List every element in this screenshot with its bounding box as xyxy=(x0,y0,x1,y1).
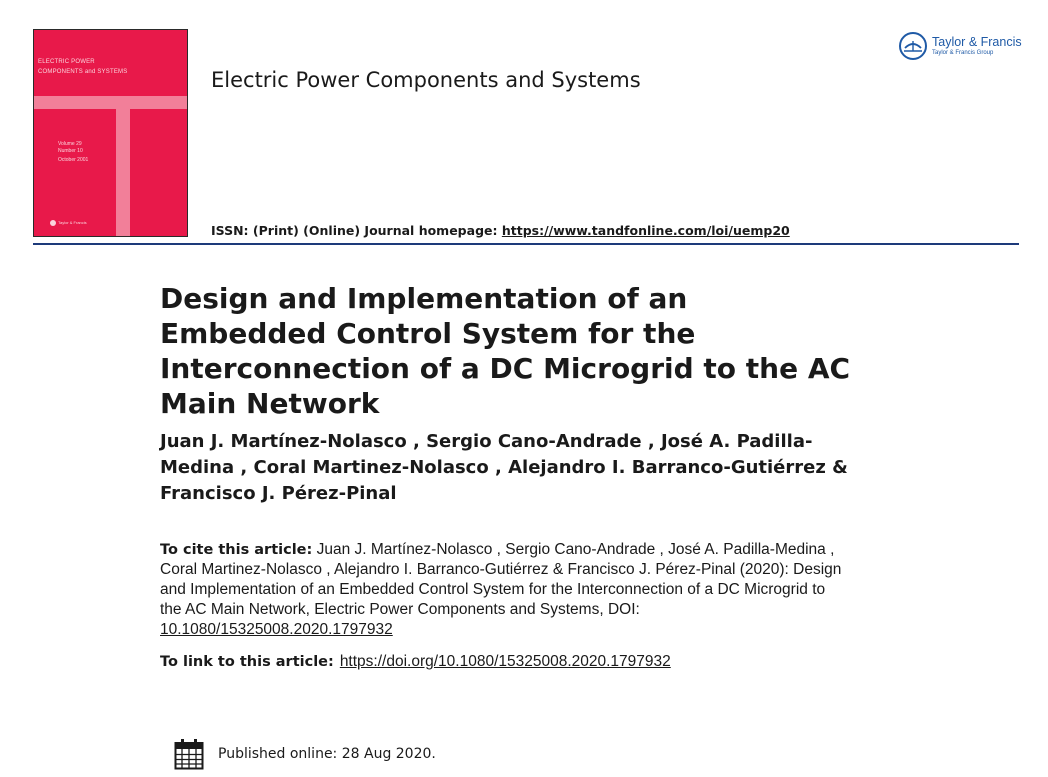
cover-date: October 2001 xyxy=(58,157,89,163)
cover-volume-info xyxy=(58,141,88,164)
citation-block xyxy=(160,540,850,640)
published-line xyxy=(174,738,436,770)
cover-title-line1: ELECTRIC POWER xyxy=(38,59,95,65)
header-divider xyxy=(33,243,1019,245)
cover-number: Number 10 xyxy=(58,148,83,154)
cover-publisher-mark xyxy=(50,220,56,226)
publisher-logo[interactable] xyxy=(898,31,1022,61)
article-doi-url[interactable]: https://doi.org/10.1080/15325008.2020.1797932 xyxy=(339,653,671,670)
published-date: Published online: 28 Aug 2020. xyxy=(218,746,436,762)
issn-text: ISSN: (Print) (Online) Journal homepage: xyxy=(211,223,502,238)
journal-homepage-link[interactable]: https://www.tandfonline.com/loi/uemp20 xyxy=(501,223,790,238)
cover-t-stem xyxy=(116,109,130,236)
taylor-francis-logo-icon xyxy=(898,31,928,61)
article-authors: Juan J. Martínez-Nolasco , Sergio Cano-Andrade , José A. Padilla-Medina , Coral Martinez-Nolasco , Alejandro I. Barranco-Gutiérrez & Francisco J. Pérez-Pinal xyxy=(160,431,848,504)
cite-label: To cite this article: xyxy=(160,542,313,558)
journal-title: Electric Power Components and Systems xyxy=(211,68,641,92)
article-link-line xyxy=(160,653,671,671)
logo-group: Taylor & Francis Group xyxy=(932,50,994,57)
cite-text: Juan J. Martínez-Nolasco , Sergio Cano-Andrade , José A. Padilla-Medina , Coral Martinez-Nolasco , Alejandro I. Barranco-Gutiérrez & Francisco J. Pérez-Pinal (2020): Design and Implementation of an Embedded Control System for the Interconnection of a DC Microgrid to the AC Main Network, Electric Power Components and Systems, DOI: xyxy=(160,541,842,618)
journal-cover-image xyxy=(33,29,188,237)
logo-name: Taylor & Francis xyxy=(932,34,1022,49)
doi-link[interactable]: 10.1080/15325008.2020.1797932 xyxy=(160,621,393,638)
issn-line xyxy=(211,223,790,238)
cover-volume: Volume 29 xyxy=(58,141,82,147)
calendar-icon xyxy=(174,738,204,770)
article-title: Design and Implementation of an Embedded Control System for the Interconnection of a DC Microgrid to the AC Main Network xyxy=(160,282,851,420)
cover-title-line2: COMPONENTS and SYSTEMS xyxy=(38,69,128,75)
cover-publisher: Taylor & Francis xyxy=(58,220,87,225)
link-label: To link to this article: xyxy=(160,654,334,670)
cover-t-bar xyxy=(34,96,187,109)
